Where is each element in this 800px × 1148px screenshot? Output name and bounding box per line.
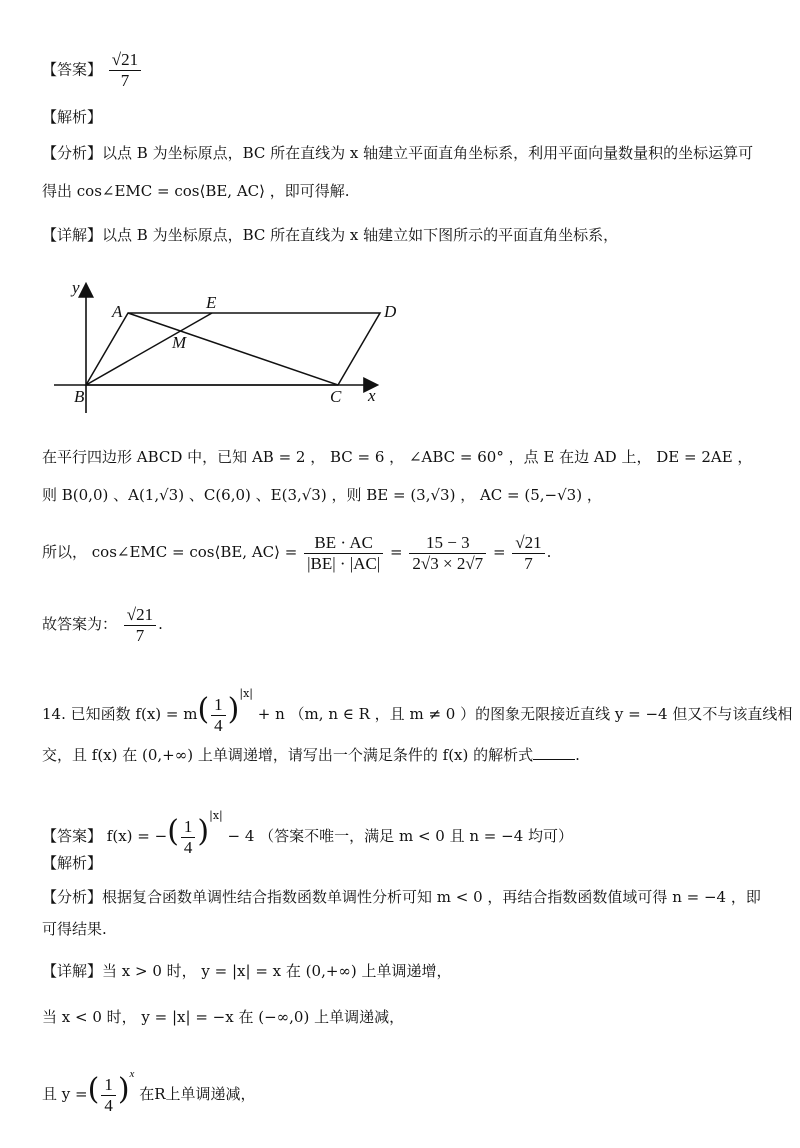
calc-fraction-2 <box>409 533 486 574</box>
label-m: M <box>172 333 187 352</box>
fraction-denominator: 7 <box>524 553 533 573</box>
fraction-numerator: BE · AC <box>304 533 383 554</box>
label-x: x <box>368 386 376 405</box>
fraction-numerator: 15 − 3 <box>409 533 486 554</box>
label-c: C <box>330 387 342 406</box>
q14-stem-exponent: |x| <box>239 687 254 700</box>
fraction-numerator: 1 <box>181 817 196 838</box>
q14-answer-part2: − 4 （答案不唯一，满足 m < 0 且 n = −4 均可） <box>227 827 574 845</box>
fraction-numerator: 1 <box>101 1075 116 1096</box>
final-fraction <box>124 605 156 646</box>
equals-sign: = <box>390 543 403 561</box>
q14-stem-text2: 交，且 f(x) 在 (0,+∞) 上单调递增，请写出一个满足条件的 f(x) 的解析式 <box>42 746 534 764</box>
segment-be <box>86 313 212 385</box>
parallelogram-figure <box>40 275 400 415</box>
q13-given-line: 在平行四边形 ABCD 中，已知 AB = 2 ， BC = 6 ， ∠ABC = 60° ，点 E 在边 AD 上， DE = 2AE ， <box>42 448 753 466</box>
q14-detail-line2: 当 x < 0 时， y = |x| = −x 在 (−∞,0) 上单调递减， <box>42 1008 405 1026</box>
q14-stem-part1: 已知函数 f(x) = m <box>70 705 198 723</box>
q14-stem-line2: 交，且 f(x) 在 (0,+∞) 上单调递增，请写出一个满足条件的 f(x) 的解析式 . <box>42 746 580 764</box>
answer-label: 【答案】 <box>42 827 103 845</box>
fraction-denominator: 4 <box>214 715 223 735</box>
q14-fenxi-text1: 根据复合函数单调性结合指数函数单调性分析可知 m < 0 ，再结合指数函数值域可得 n = −4 ，即 <box>102 888 761 906</box>
fraction-denominator: 2√3 × 2√7 <box>412 553 484 573</box>
fraction-numerator: √21 <box>512 533 544 554</box>
q14-detail-part1: 且 y = <box>42 1085 88 1103</box>
fenxi-label: 【分析】 <box>42 888 103 906</box>
fraction-denominator: |BE| · |AC| <box>307 553 381 573</box>
q14-answer-fraction <box>181 817 196 858</box>
fraction-numerator: 1 <box>211 695 226 716</box>
fenxi-label: 【分析】 <box>42 144 103 162</box>
xiangjie-label: 【详解】 <box>42 226 103 244</box>
q13-detail-text1: 以点 B 为坐标原点，BC 所在直线为 x 轴建立如下图所示的平面直角坐标系， <box>102 226 619 244</box>
q13-fenxi-line2: 得出 cos∠EMC = cos⟨BE, AC⟩ ，即可得解. <box>42 182 350 200</box>
fraction-numerator: √21 <box>124 605 156 626</box>
calc-fraction-1 <box>304 533 383 574</box>
q14-stem-part2: + n （m, n ∈ R ，且 m ≠ 0 ）的图象无限接近直线 y = −4 但又不与该直线相 <box>257 705 793 723</box>
label-e: E <box>206 293 217 312</box>
fraction-numerator: √21 <box>109 50 141 71</box>
q14-fenxi-line2: 可得结果. <box>42 920 107 938</box>
segment-ac <box>128 313 338 385</box>
equals-sign: = <box>492 543 506 561</box>
answer-label: 【答案】 <box>42 60 103 79</box>
q13-analysis-label: 【解析】 <box>42 108 103 126</box>
q14-answer-exponent: |x| <box>209 809 223 822</box>
label-a: A <box>112 302 123 321</box>
q14-detail-line1 <box>42 960 452 982</box>
answer-blank <box>533 745 575 760</box>
q13-final-answer: 故答案为： $\frac{√21}{7}$ . <box>42 604 163 645</box>
q14-detail-exponent: x <box>129 1068 135 1080</box>
q14-stem-fraction <box>211 695 226 736</box>
q13-answer-fraction <box>109 50 141 91</box>
calc-result-fraction <box>512 533 544 574</box>
final-prefix: 故答案为： <box>42 615 118 633</box>
label-d: D <box>384 302 397 321</box>
q13-calc-line: 所以， cos∠EMC = cos⟨BE, AC⟩ = $\frac{BE \cdot AC}{|BE| \cdot |AC|}$ = $\frac{15 - 3}{2√3 \times 2√7}$ = $\frac{√21}{7}$ . <box>42 532 552 573</box>
q14-stem-line1: 14. 已知函数 f(x) = m( $\frac{1}{4}$ )$^{|x|}$ + n （m, n ∈ R ，且 m ≠ 0 ）的图象无限接近直线 y = −4 但又不与该直线相 <box>42 687 793 735</box>
q14-answer-part1: f(x) = − <box>106 827 168 845</box>
q14-detail-text1: 当 x > 0 时， y = |x| = x 在 (0,+∞) 上单调递增， <box>102 962 452 980</box>
q13-answer-row <box>42 50 143 91</box>
fraction-denominator: 7 <box>120 71 130 90</box>
fraction-denominator: 4 <box>183 837 193 857</box>
label-y: y <box>72 278 80 297</box>
q14-detail-fraction <box>101 1075 116 1116</box>
q14-fenxi-line1 <box>42 886 761 908</box>
q14-detail-part2: 在R上单调递减， <box>139 1085 256 1103</box>
q13-detail-line1 <box>42 224 618 246</box>
fraction-denominator: 4 <box>104 1095 113 1115</box>
q13-coords-line: 则 B(0,0) 、A(1,√3) 、C(6,0) 、E(3,√3) ，则 BE = (3,√3) ， AC = (5,−√3) ， <box>42 486 602 504</box>
q14-answer-row: 【答案】 f(x) = −( $\frac{1}{4}$ )$^{|x|}$ − 4 （答案不唯一，满足 m < 0 且 n = −4 均可） <box>42 809 574 857</box>
q14-detail-line3: 且 y =( $\frac{1}{4}$ )$^x$ 在R上单调递减， <box>42 1068 256 1115</box>
fraction-denominator: 7 <box>135 625 145 645</box>
q14-number: 14. <box>42 705 66 723</box>
q13-fenxi-line1 <box>42 142 753 164</box>
calc-prefix: 所以， cos∠EMC = cos⟨BE, AC⟩ = <box>42 543 298 561</box>
xiangjie-label: 【详解】 <box>42 962 103 980</box>
label-b: B <box>74 387 85 406</box>
q14-analysis-label: 【解析】 <box>42 854 103 872</box>
q13-fenxi-text1: 以点 B 为坐标原点，BC 所在直线为 x 轴建立平面直角坐标系，利用平面向量数量积的坐标运算可 <box>102 144 754 162</box>
